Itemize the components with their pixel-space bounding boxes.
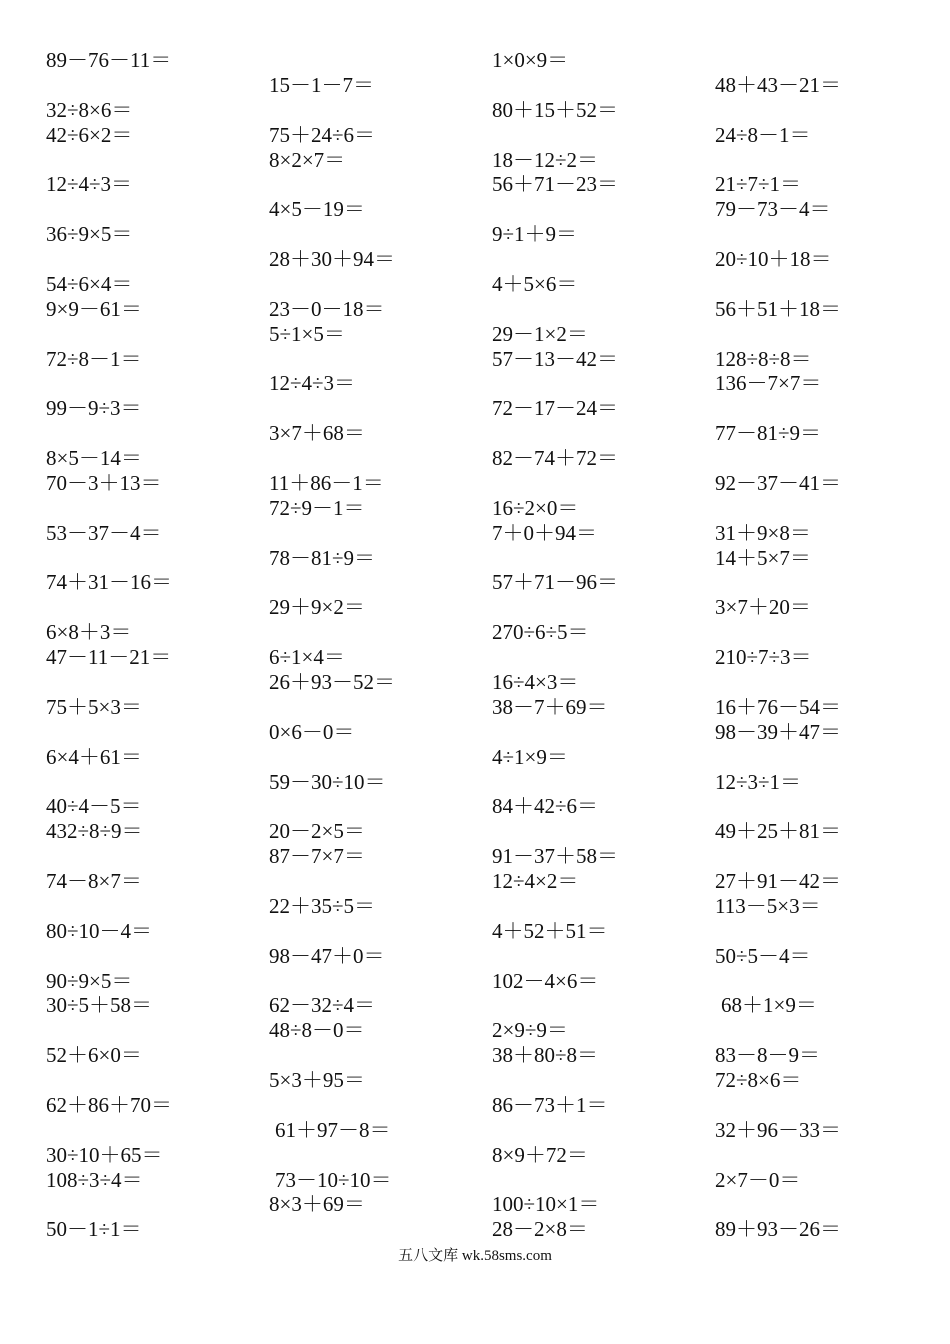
problem-equation: 4＋52＋51＝	[492, 918, 608, 943]
problem-equation: 12÷4×2＝	[492, 869, 579, 894]
problem-equation: 11＋86－1＝	[269, 470, 384, 495]
problem-equation: 8×2×7＝	[269, 147, 346, 172]
problem-equation: 78－81÷9＝	[269, 545, 376, 570]
problem-equation: 32＋96－33＝	[715, 1117, 841, 1142]
problem-equation: 23－0－18＝	[269, 296, 385, 321]
problem-equation: 77－81÷9＝	[715, 421, 822, 446]
problem-equation: 136－7×7＝	[715, 371, 822, 396]
problem-equation: 72÷8－1＝	[46, 346, 142, 371]
problem-equation: 28－2×8＝	[492, 1217, 588, 1242]
problem-equation: 2×7－0＝	[715, 1167, 801, 1192]
problem-equation: 56＋71－23＝	[492, 172, 618, 197]
problem-equation: 20÷10＋18＝	[715, 247, 832, 272]
problem-equation: 82－74＋72＝	[492, 446, 618, 471]
problem-equation: 6×8＋3＝	[46, 620, 132, 645]
problem-equation: 29＋9×2＝	[269, 595, 365, 620]
problem-equation: 42÷6×2＝	[46, 122, 133, 147]
problem-equation: 113－5×3＝	[715, 893, 821, 918]
problem-equation: 99－9÷3＝	[46, 396, 142, 421]
problem-equation: 74－8×7＝	[46, 869, 142, 894]
problem-equation: 270÷6÷5＝	[492, 620, 589, 645]
problem-equation: 62－32÷4＝	[269, 993, 376, 1018]
problem-equation: 9÷1＋9＝	[492, 222, 578, 247]
problem-equation: 32÷8×6＝	[46, 97, 133, 122]
problem-equation: 57＋71－96＝	[492, 570, 618, 595]
problem-equation: 53－37－4＝	[46, 520, 162, 545]
problem-equation: 29－1×2＝	[492, 321, 588, 346]
problem-equation: 38－7＋69＝	[492, 694, 608, 719]
problem-equation: 84＋42÷6＝	[492, 794, 599, 819]
problem-equation: 6×4＋61＝	[46, 744, 142, 769]
problem-equation: 2×9÷9＝	[492, 1018, 568, 1043]
problem-equation: 100÷10×1＝	[492, 1192, 600, 1217]
problem-equation: 74＋31－16＝	[46, 570, 172, 595]
problem-equation: 50÷5－4＝	[715, 943, 811, 968]
problem-equation: 70－3＋13＝	[46, 470, 162, 495]
problem-equation: 4÷1×9＝	[492, 744, 568, 769]
problem-equation: 21÷7÷1＝	[715, 172, 802, 197]
problem-equation: 0×6－0＝	[269, 719, 355, 744]
problem-equation: 68＋1×9＝	[721, 993, 817, 1018]
problem-equation: 31＋9×8＝	[715, 520, 811, 545]
problem-equation: 72－17－24＝	[492, 396, 618, 421]
problem-equation: 54÷6×4＝	[46, 271, 133, 296]
problem-equation: 56＋51＋18＝	[715, 296, 841, 321]
problem-equation: 16÷2×0＝	[492, 495, 579, 520]
problem-equation: 12÷4÷3＝	[269, 371, 356, 396]
problem-equation: 50－1÷1＝	[46, 1217, 142, 1242]
problem-equation: 98－39＋47＝	[715, 719, 841, 744]
problem-equation: 86－73＋1＝	[492, 1092, 608, 1117]
problem-equation: 16＋76－54＝	[715, 694, 841, 719]
problem-equation: 108÷3÷4＝	[46, 1167, 143, 1192]
problem-equation: 5×3＋95＝	[269, 1068, 365, 1093]
problem-equation: 49＋25＋81＝	[715, 819, 841, 844]
problem-equation: 18－12÷2＝	[492, 147, 599, 172]
problem-equation: 24÷8－1＝	[715, 122, 811, 147]
problem-equation: 4＋5×6＝	[492, 271, 578, 296]
problem-equation: 128÷8÷8＝	[715, 346, 812, 371]
problem-equation: 6÷1×4＝	[269, 645, 345, 670]
problem-equation: 73－10÷10＝	[275, 1167, 392, 1192]
problem-equation: 7＋0＋94＝	[492, 520, 597, 545]
problem-equation: 75＋24÷6＝	[269, 122, 376, 147]
problem-equation: 59－30÷10＝	[269, 769, 386, 794]
problem-equation: 9×9－61＝	[46, 296, 142, 321]
problem-equation: 75＋5×3＝	[46, 694, 142, 719]
problem-equation: 92－37－41＝	[715, 470, 841, 495]
problem-equation: 12÷3÷1＝	[715, 769, 802, 794]
problem-equation: 61＋97－8＝	[275, 1117, 391, 1142]
problem-equation: 4×5－19＝	[269, 197, 365, 222]
problem-equation: 15－1－7＝	[269, 72, 374, 97]
problem-equation: 8×5－14＝	[46, 446, 142, 471]
problem-equation: 1×0×9＝	[492, 48, 569, 72]
problem-equation: 30÷10＋65＝	[46, 1142, 163, 1167]
problem-equation: 8×3＋69＝	[269, 1192, 365, 1217]
problem-equation: 3×7＋20＝	[715, 595, 811, 620]
problem-equation: 14＋5×7＝	[715, 545, 811, 570]
problem-equation: 80＋15＋52＝	[492, 97, 618, 122]
problem-equation: 28＋30＋94＝	[269, 247, 395, 272]
problem-equation: 83－8－9＝	[715, 1043, 820, 1068]
problem-equation: 26＋93－52＝	[269, 670, 395, 694]
footer-watermark: 五八文库 wk.58sms.com	[398, 1248, 552, 1264]
problem-equation: 3×7＋68＝	[269, 421, 365, 446]
problem-equation: 16÷4×3＝	[492, 670, 579, 694]
problem-equation: 89－76－11＝	[46, 48, 172, 72]
problem-equation: 48÷8－0＝	[269, 1018, 365, 1043]
problem-equation: 40÷4－5＝	[46, 794, 142, 819]
problem-equation: 72÷8×6＝	[715, 1068, 802, 1093]
problem-equation: 38＋80÷8＝	[492, 1043, 599, 1068]
problem-equation: 62＋86＋70＝	[46, 1092, 172, 1117]
problem-equation: 22＋35÷5＝	[269, 893, 376, 918]
problem-equation: 8×9＋72＝	[492, 1142, 588, 1167]
problem-equation: 52＋6×0＝	[46, 1043, 142, 1068]
problem-equation: 90÷9×5＝	[46, 968, 133, 993]
problem-equation: 47－11－21＝	[46, 645, 172, 670]
problem-equation: 79－73－4＝	[715, 197, 831, 222]
problem-equation: 98－47＋0＝	[269, 943, 385, 968]
problem-equation: 432÷8÷9＝	[46, 819, 143, 844]
problem-equation: 72÷9－1＝	[269, 495, 365, 520]
problem-equation: 30÷5＋58＝	[46, 993, 153, 1018]
problem-equation: 12÷4÷3＝	[46, 172, 133, 197]
problem-equation: 80÷10－4＝	[46, 918, 153, 943]
problem-equation: 210÷7÷3＝	[715, 645, 812, 670]
problem-equation: 5÷1×5＝	[269, 321, 345, 346]
problem-equation: 57－13－42＝	[492, 346, 618, 371]
problem-equation: 20－2×5＝	[269, 819, 365, 844]
problem-equation: 89＋93－26＝	[715, 1217, 841, 1242]
problem-equation: 36÷9×5＝	[46, 222, 133, 247]
problem-equation: 87－7×7＝	[269, 844, 365, 869]
problem-equation: 102－4×6＝	[492, 968, 599, 993]
problem-equation: 91－37＋58＝	[492, 844, 618, 869]
problem-equation: 27＋91－42＝	[715, 869, 841, 894]
problem-equation: 48＋43－21＝	[715, 72, 841, 97]
